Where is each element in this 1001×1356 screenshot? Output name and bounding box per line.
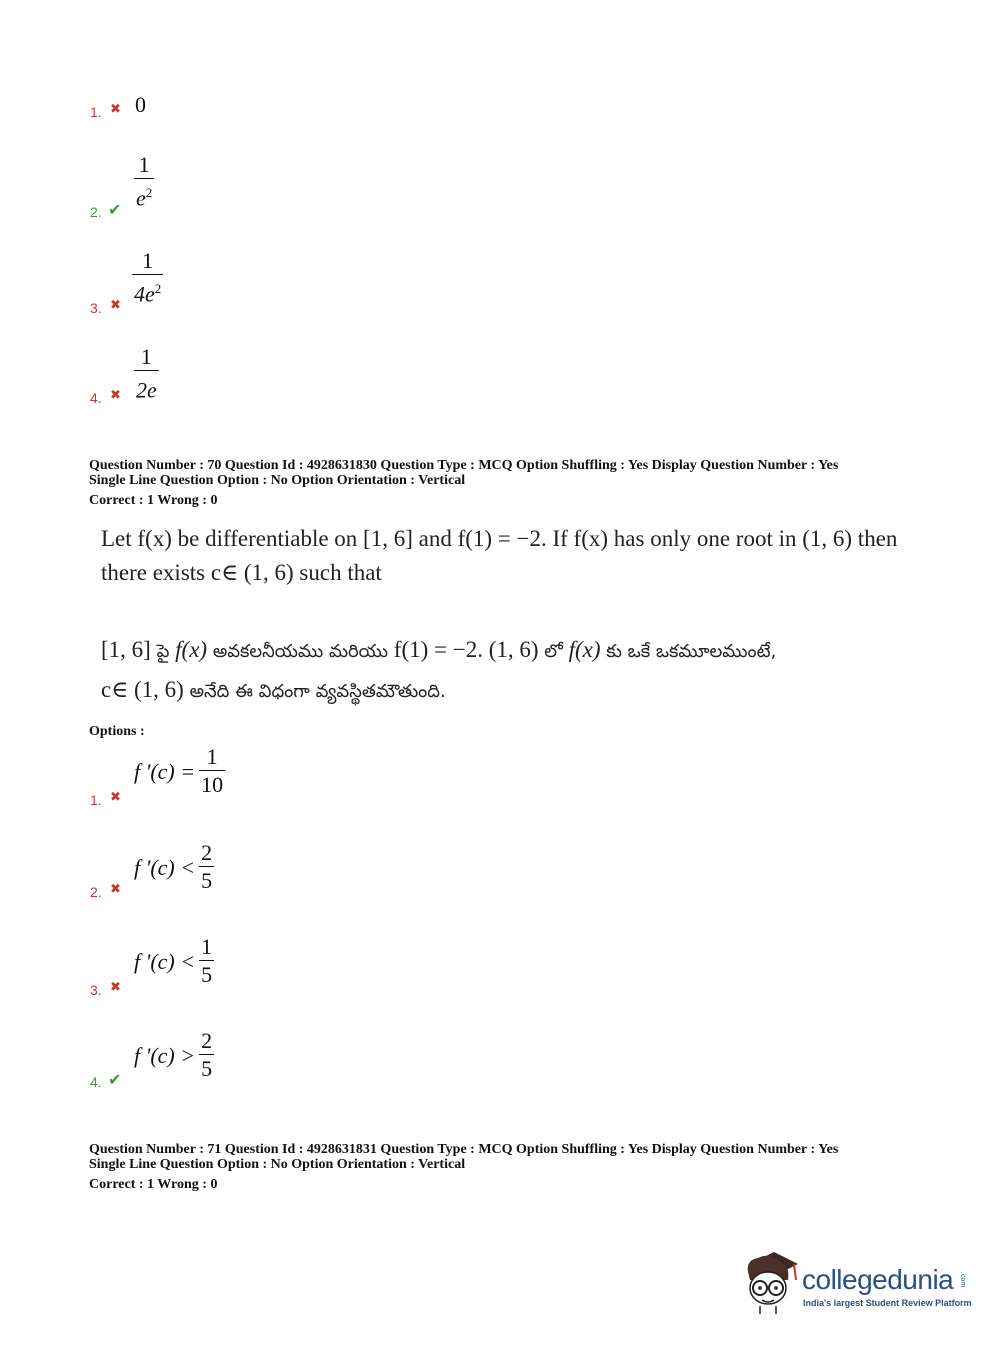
option-fraction [132,248,163,308]
option-expression [134,840,214,895]
denominator: 5 [201,1056,213,1081]
option-number: 1. [90,792,102,808]
prev-option-4 [90,340,210,414]
condition-expr: f(1) = −2. (1, 6) [393,637,539,662]
question-text-line-2: there exists c∈ (1, 6) such that [101,560,382,585]
interval-expr: c∈ (1, 6) [101,677,184,702]
denominator [134,370,159,404]
option-number: 4. [90,1074,102,1090]
telugu-word: పై [156,641,170,662]
wrong-mark-icon: ✖ [110,298,121,313]
denominator-base: 4e [134,281,155,307]
options-label: Options : [89,724,145,739]
option-expression [134,934,214,989]
correct-mark-icon: ✔ [108,200,122,219]
option-expression [134,1028,214,1083]
wrong-mark-icon: ✖ [110,388,121,403]
collegedunia-logo[interactable] [740,1250,980,1320]
question-marks: Correct : 1 Wrong : 0 [89,1177,218,1192]
denominator-base: e [136,185,146,211]
question-meta-line-1: Question Number : 71 Question Id : 4928631831 Question Type : MCQ Option Shuffling : Yes Display Question Number : Yes [89,1142,839,1157]
prev-option-3 [90,244,210,318]
option-number: 1. [90,104,102,120]
logo-tagline: India's largest Student Review Platform [803,1298,972,1308]
telugu-phrase: అనేది ఈ విధంగా వ్యవస్థితమౌతుంది. [189,681,446,702]
option-number: 2. [90,204,102,220]
option-3 [90,934,290,1000]
option-1 [90,744,290,810]
option-fraction [134,152,154,212]
option-fraction [199,934,214,989]
numerator: 1 [201,934,213,959]
wrong-mark-icon: ✖ [110,980,121,995]
wrong-mark-icon: ✖ [110,790,121,805]
prev-option-2 [90,148,210,222]
prev-option-1 [90,92,210,126]
logo-wordmark: collegedunia [802,1264,954,1295]
lhs: f '(c) > [134,1042,196,1068]
numerator: 1 [140,344,152,369]
question-marks: Correct : 1 Wrong : 0 [89,493,218,508]
telugu-phrase: కు ఒకే ఒకమూలముంటే, [606,641,777,662]
question-text-english [101,522,897,590]
function-expr: f(x) [568,637,601,662]
option-fraction [199,744,225,799]
function-expr: f(x) [175,637,208,662]
telugu-line-2 [101,671,776,711]
option-fraction [134,344,159,404]
numerator: 2 [201,1028,213,1053]
denominator [134,178,154,212]
wrong-mark-icon: ✖ [110,882,121,897]
denominator-base: 2e [136,377,157,403]
wrong-mark-icon: ✖ [110,102,121,117]
option-fraction [199,840,214,895]
question-meta [89,458,838,508]
numerator: 1 [206,744,218,769]
option-2 [90,840,290,906]
telugu-phrase: అవకలనీయము మరియు [212,641,389,662]
telugu-line-1 [101,631,776,671]
question-meta-line-2: Single Line Question Option : No Option Orientation : Vertical [89,1157,466,1172]
option-number: 4. [90,390,102,406]
option-number: 3. [90,982,102,998]
option-number: 3. [90,300,102,316]
denominator-exponent: 2 [154,281,162,296]
question-meta-line-1: Question Number : 70 Question Id : 4928631830 Question Type : MCQ Option Shuffling : Yes Display Question Number : Yes [89,458,839,473]
logo-suffix: .com [959,1272,966,1288]
lhs: f '(c) < [134,948,196,974]
numerator: 1 [142,248,154,273]
numerator: 1 [138,152,150,177]
option-expression [134,744,225,799]
option-fraction [199,1028,214,1083]
lhs: f '(c) < [134,854,196,880]
lhs: f '(c) = [134,758,196,784]
numerator: 2 [201,840,213,865]
denominator-exponent: 2 [145,185,153,200]
telugu-word: లో [544,641,563,662]
interval: [1, 6] [101,637,151,662]
question-text-line-1: Let f(x) be differentiable on [1, 6] and f(1) = −2. If f(x) has only one root in (1, 6) then [101,526,898,551]
denominator: 5 [201,962,213,987]
option-number: 2. [90,884,102,900]
correct-mark-icon: ✔ [108,1070,122,1089]
denominator [132,274,163,308]
option-4 [90,1028,290,1094]
question-meta-line-2: Single Line Question Option : No Option Orientation : Vertical [89,473,466,488]
option-value: 0 [135,92,146,117]
denominator: 10 [201,772,224,797]
question-text-telugu [101,631,776,711]
mascot-icon [740,1250,802,1316]
question-meta [89,1142,838,1192]
denominator: 5 [201,868,213,893]
